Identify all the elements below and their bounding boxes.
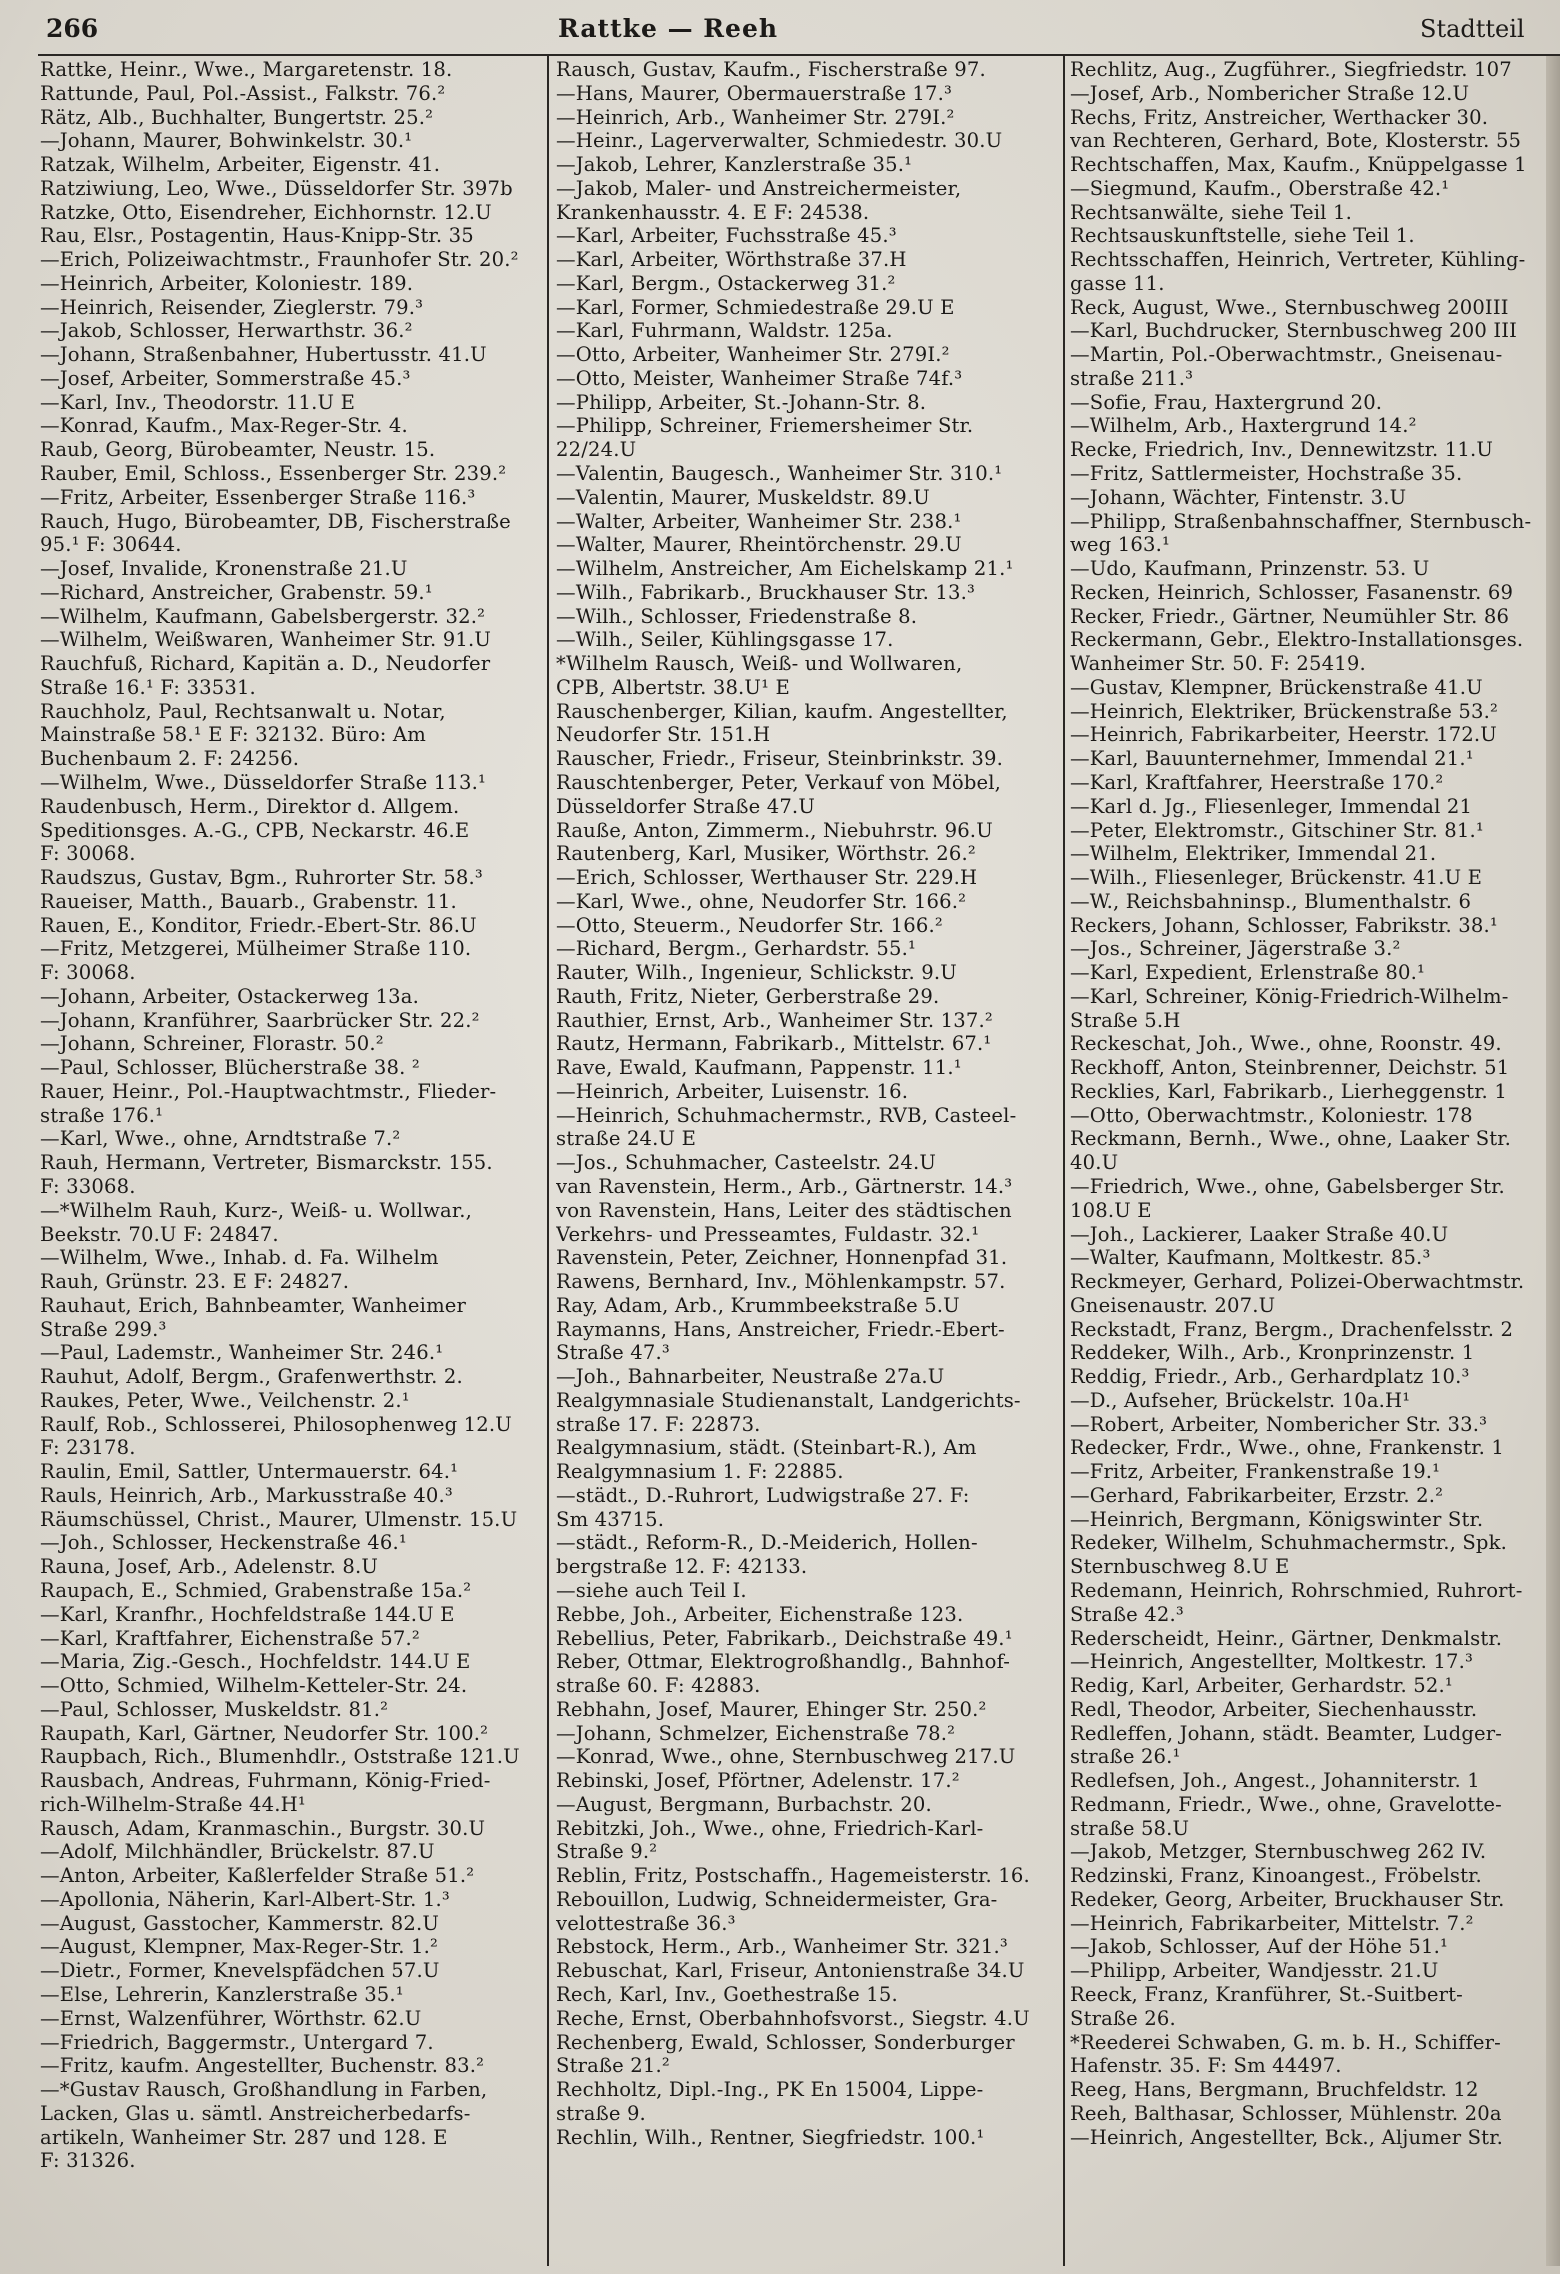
directory-entry: Ray, Adam, Arb., Krummbeekstraße 5.U bbox=[556, 1293, 960, 1317]
directory-entry: Raukes, Peter, Wwe., Veilchenstr. 2.¹ bbox=[40, 1388, 410, 1412]
directory-entry: —W., Reichsbahninsp., Blumenthalstr. 6 bbox=[1070, 889, 1472, 913]
directory-entry-continuation: weg 163.¹ bbox=[1070, 533, 1170, 557]
directory-entry: Raupath, Karl, Gärtner, Neudorfer Str. 100.² bbox=[40, 1721, 489, 1745]
directory-entry: von Ravenstein, Hans, Leiter des städtischen bbox=[556, 1198, 1012, 1222]
directory-entry-continuation: Straße 21.² bbox=[556, 2054, 670, 2078]
directory-entry: Reeck, Franz, Kranführer, St.-Suitbert- bbox=[1070, 1983, 1463, 2007]
directory-entry: —Philipp, Straßenbahnschaffner, Sternbusch- bbox=[1070, 509, 1532, 533]
directory-entry: —Wilhelm, Elektriker, Immendal 21. bbox=[1070, 842, 1437, 866]
directory-entry: Rauhut, Adolf, Bergm., Grafenwerthstr. 2. bbox=[40, 1365, 463, 1389]
directory-entry: Reckhoff, Anton, Steinbrenner, Deichstr. 51 bbox=[1070, 1056, 1510, 1080]
directory-entry-continuation: F: 30068. bbox=[40, 842, 136, 866]
directory-entry: Rauße, Anton, Zimmerm., Niebuhrstr. 96.U bbox=[556, 818, 993, 842]
directory-entry: —Sofie, Frau, Haxtergrund 20. bbox=[1070, 390, 1383, 414]
directory-entry-continuation: 40.U bbox=[1070, 1151, 1119, 1175]
directory-entry: —Heinrich, Reisender, Zieglerstr. 79.³ bbox=[40, 295, 424, 319]
directory-entry: —Karl, Bergm., Ostackerweg 31.² bbox=[556, 271, 896, 295]
directory-entry-continuation: F: 31326. bbox=[40, 2149, 136, 2173]
directory-entry: —Otto, Schmied, Wilhelm-Ketteler-Str. 24. bbox=[40, 1674, 468, 1698]
directory-entry: —Karl, Arbeiter, Wörthstraße 37.H bbox=[556, 248, 907, 272]
directory-entry: Rebellius, Peter, Fabrikarb., Deichstraße 49.¹ bbox=[556, 1626, 1013, 1650]
directory-entry: Rauch, Hugo, Bürobeamter, DB, Fischerstraße bbox=[40, 509, 511, 533]
directory-entry: Reck, August, Wwe., Sternbuschweg 200III bbox=[1070, 295, 1509, 319]
directory-entry: Rech, Karl, Inv., Goethestraße 15. bbox=[556, 1983, 898, 2007]
directory-entry: Reckmann, Bernh., Wwe., ohne, Laaker Str. bbox=[1070, 1127, 1512, 1151]
directory-entry: —Konrad, Kaufm., Max-Reger-Str. 4. bbox=[40, 414, 408, 438]
directory-entry-continuation: Straße 299.³ bbox=[40, 1317, 167, 1341]
directory-entry: Rechtsschaffen, Heinrich, Vertreter, Kühling- bbox=[1070, 248, 1526, 272]
directory-entry: Rauter, Wilh., Ingenieur, Schlickstr. 9.U bbox=[556, 961, 957, 985]
directory-entry: —Johann, Maurer, Bohwinkelstr. 30.¹ bbox=[40, 129, 413, 153]
directory-entry-continuation: Mainstraße 58.¹ E F: 32132. Büro: Am bbox=[40, 723, 426, 747]
directory-entry: —Siegmund, Kaufm., Oberstraße 42.¹ bbox=[1070, 176, 1450, 200]
directory-entry-continuation: Sternbuschweg 8.U E bbox=[1070, 1555, 1290, 1579]
directory-entry: —Heinrich, Schuhmachermstr., RVB, Casteel- bbox=[556, 1103, 1017, 1127]
directory-entry: —Wilhelm, Arb., Haxtergrund 14.² bbox=[1070, 414, 1417, 438]
directory-entry-continuation: straße 26.¹ bbox=[1070, 1745, 1181, 1769]
directory-entry: Reckstadt, Franz, Bergm., Drachenfelsstr. 2 bbox=[1070, 1317, 1514, 1341]
directory-entry-continuation: Sm 43715. bbox=[556, 1507, 665, 1531]
directory-entry: —Karl, Arbeiter, Fuchsstraße 45.³ bbox=[556, 224, 897, 248]
binding-margin bbox=[1546, 56, 1560, 2266]
directory-entry: —Apollonia, Näherin, Karl-Albert-Str. 1.³ bbox=[40, 1887, 450, 1911]
directory-entry: Redeker, Wilhelm, Schuhmachermstr., Spk. bbox=[1070, 1531, 1508, 1555]
directory-entry: —Johann, Kranführer, Saarbrücker Str. 22.² bbox=[40, 1008, 480, 1032]
directory-entry: —Johann, Arbeiter, Ostackerweg 13a. bbox=[40, 984, 420, 1008]
directory-entry: —Paul, Schlosser, Blücherstraße 38. ² bbox=[40, 1056, 420, 1080]
directory-entry: —Paul, Lademstr., Wanheimer Str. 246.¹ bbox=[40, 1341, 444, 1365]
directory-entry: Rautenberg, Karl, Musiker, Wörthstr. 26.² bbox=[556, 842, 976, 866]
directory-entry: —Johann, Schmelzer, Eichenstraße 78.² bbox=[556, 1721, 956, 1745]
directory-entry-continuation: straße 60. F: 42883. bbox=[556, 1674, 761, 1698]
directory-entry: —Gustav, Klempner, Brückenstraße 41.U bbox=[1070, 675, 1483, 699]
directory-entry-continuation: Straße 16.¹ F: 33531. bbox=[40, 675, 256, 699]
section-label: Stadtteil bbox=[1420, 15, 1525, 43]
directory-entry: Rederscheidt, Heinr., Gärtner, Denkmalstr. bbox=[1070, 1626, 1503, 1650]
directory-entry: Rauthier, Ernst, Arb., Wanheimer Str. 137.² bbox=[556, 1008, 993, 1032]
directory-entry: —Karl, Former, Schmiedestraße 29.U E bbox=[556, 295, 955, 319]
directory-entry: Rebitzki, Joh., Wwe., ohne, Friedrich-Karl- bbox=[556, 1816, 984, 1840]
directory-entry-continuation: gasse 11. bbox=[1070, 271, 1165, 295]
directory-entry: Ravenstein, Peter, Zeichner, Honnenpfad 31. bbox=[556, 1246, 1008, 1270]
directory-entry: —Friedrich, Wwe., ohne, Gabelsberger Str. bbox=[1070, 1174, 1505, 1198]
directory-entry: Rebouillon, Ludwig, Schneidermeister, Gra- bbox=[556, 1887, 998, 1911]
directory-entry: Reblin, Fritz, Postschaffn., Hagemeisterstr. 16. bbox=[556, 1864, 1030, 1888]
directory-entry-continuation: Lacken, Glas u. sämtl. Anstreicherbedarfs- bbox=[40, 2101, 471, 2125]
directory-entry: —Fritz, kaufm. Angestellter, Buchenstr. 83.² bbox=[40, 2054, 485, 2078]
directory-entry: Räumschüssel, Christ., Maurer, Ulmenstr. 15.U bbox=[40, 1507, 518, 1531]
directory-entry-continuation: Wanheimer Str. 50. F: 25419. bbox=[1070, 652, 1366, 676]
directory-entry: —Karl, Kranfhr., Hochfeldstraße 144.U E bbox=[40, 1602, 455, 1626]
directory-entry-continuation: artikeln, Wanheimer Str. 287 und 128. E bbox=[40, 2125, 448, 2149]
directory-entry: Rechlin, Wilh., Rentner, Siegfriedstr. 100.¹ bbox=[556, 2125, 985, 2149]
directory-entry: Recker, Friedr., Gärtner, Neumühler Str. 86 bbox=[1070, 604, 1510, 628]
directory-entry: Rechtsauskunftstelle, siehe Teil 1. bbox=[1070, 224, 1415, 248]
directory-entry-continuation: straße 211.³ bbox=[1070, 366, 1194, 390]
directory-entry-continuation: 22/24.U bbox=[556, 438, 637, 462]
directory-entry: —Heinrich, Angestellter, Moltkestr. 17.³ bbox=[1070, 1650, 1474, 1674]
directory-entry: —Fritz, Arbeiter, Essenberger Straße 116.³ bbox=[40, 485, 476, 509]
directory-entry: —Peter, Elektromstr., Gitschiner Str. 81.¹ bbox=[1070, 818, 1484, 842]
directory-entry: —Joh., Bahnarbeiter, Neustraße 27a.U bbox=[556, 1365, 945, 1389]
directory-entry-continuation: straße 9. bbox=[556, 2101, 646, 2125]
directory-entry: Redzinski, Franz, Kinoangest., Fröbelstr. bbox=[1070, 1864, 1482, 1888]
directory-entry: Raupach, E., Schmied, Grabenstraße 15a.² bbox=[40, 1579, 472, 1602]
directory-entry: Rauber, Emil, Schloss., Essenberger Str. 239.² bbox=[40, 462, 507, 486]
column-divider bbox=[547, 56, 549, 2266]
directory-entry: —Heinrich, Arb., Wanheimer Str. 279I.² bbox=[556, 105, 955, 129]
directory-entry: Rattunde, Paul, Pol.-Assist., Falkstr. 76.² bbox=[40, 81, 446, 105]
directory-entry: —Heinrich, Arbeiter, Luisenstr. 16. bbox=[556, 1079, 909, 1103]
directory-entry: Rebinski, Josef, Pförtner, Adelenstr. 17.² bbox=[556, 1769, 960, 1793]
directory-entry: Rausch, Gustav, Kaufm., Fischerstraße 97. bbox=[556, 58, 986, 81]
directory-entry: —Jos., Schuhmacher, Casteelstr. 24.U bbox=[556, 1151, 937, 1175]
directory-entry-continuation: F: 33068. bbox=[40, 1174, 136, 1198]
directory-entry: —Heinr., Lagerverwalter, Schmiedestr. 30.U bbox=[556, 129, 1003, 153]
header-rule bbox=[38, 54, 1560, 56]
directory-entry-continuation: Straße 42.³ bbox=[1070, 1602, 1184, 1626]
directory-entry: —Karl, Schreiner, König-Friedrich-Wilhelm- bbox=[1070, 984, 1509, 1008]
directory-entry: —Dietr., Former, Knevelspfädchen 57.U bbox=[40, 1959, 440, 1983]
directory-entry: Reche, Ernst, Oberbahnhofsvorst., Siegstr. 4.U bbox=[556, 2006, 1030, 2030]
directory-entry: —Richard, Anstreicher, Grabenstr. 59.¹ bbox=[40, 580, 433, 604]
directory-entry: —August, Klempner, Max-Reger-Str. 1.² bbox=[40, 1935, 439, 1959]
directory-entry: —Karl, Buchdrucker, Sternbuschweg 200 III bbox=[1070, 319, 1518, 343]
column-divider bbox=[1063, 56, 1065, 2266]
directory-entry-continuation: F: 30068. bbox=[40, 961, 136, 985]
directory-entry: —Heinrich, Angestellter, Bck., Aljumer Str. bbox=[1070, 2125, 1503, 2149]
directory-entry: —Wilhelm, Kaufmann, Gabelsbergerstr. 32.² bbox=[40, 604, 486, 628]
directory-entry-continuation: 108.U E bbox=[1070, 1198, 1152, 1222]
directory-entry: Recklies, Karl, Fabrikarb., Lierheggenstr. 1 bbox=[1070, 1079, 1507, 1103]
directory-entry-continuation: Buchenbaum 2. F: 24256. bbox=[40, 747, 300, 771]
directory-entry: Rauchfuß, Richard, Kapitän a. D., Neudorfer bbox=[40, 652, 491, 676]
directory-column-2 bbox=[556, 58, 1058, 2268]
directory-entry: Rebbe, Joh., Arbeiter, Eichenstraße 123. bbox=[556, 1602, 964, 1626]
directory-entry: —Josef, Arb., Nombericher Straße 12.U bbox=[1070, 81, 1470, 105]
directory-entry: Rave, Ewald, Kaufmann, Pappenstr. 11.¹ bbox=[556, 1056, 962, 1080]
directory-entry: Reeg, Hans, Bergmann, Bruchfeldstr. 12 bbox=[1070, 2078, 1479, 2102]
directory-entry: Realgymnasiale Studienanstalt, Landgerichts- bbox=[556, 1388, 1021, 1412]
directory-entry-continuation: Rauh, Grünstr. 23. E F: 24827. bbox=[40, 1270, 350, 1294]
directory-entry: —Philipp, Schreiner, Friemersheimer Str. bbox=[556, 414, 974, 438]
directory-entry: Redecker, Frdr., Wwe., ohne, Frankenstr. 1 bbox=[1070, 1436, 1504, 1460]
directory-entry: —Karl, Wwe., ohne, Arndtstraße 7.² bbox=[40, 1127, 401, 1151]
directory-entry: Rau, Elsr., Postagentin, Haus-Knipp-Str. 35 bbox=[40, 224, 474, 248]
directory-entry: —Joh., Schlosser, Heckenstraße 46.¹ bbox=[40, 1531, 407, 1555]
directory-entry: Reckeschat, Joh., Wwe., ohne, Roonstr. 49. bbox=[1070, 1032, 1502, 1056]
directory-entry: —Otto, Arbeiter, Wanheimer Str. 279I.² bbox=[556, 343, 950, 367]
directory-entry: —Walter, Kaufmann, Moltkestr. 85.³ bbox=[1070, 1246, 1431, 1270]
directory-entry-continuation: CPB, Albertstr. 38.U¹ E bbox=[556, 675, 790, 699]
directory-entry: Rausch, Adam, Kranmaschin., Burgstr. 30.U bbox=[40, 1816, 486, 1840]
directory-entry: —Karl, Inv., Theodorstr. 11.U E bbox=[40, 390, 356, 414]
directory-entry: —Walter, Maurer, Rheintörchenstr. 29.U bbox=[556, 533, 962, 557]
directory-entry-continuation: Straße 26. bbox=[1070, 2006, 1176, 2030]
directory-entry: —städt., D.-Ruhrort, Ludwigstraße 27. F: bbox=[556, 1483, 970, 1507]
directory-entry: —Valentin, Baugesch., Wanheimer Str. 310.¹ bbox=[556, 462, 1003, 486]
directory-entry: Ratzak, Wilhelm, Arbeiter, Eigenstr. 41. bbox=[40, 153, 441, 177]
directory-entry: Redig, Karl, Arbeiter, Gerhardstr. 52.¹ bbox=[1070, 1674, 1453, 1698]
directory-entry: Raulin, Emil, Sattler, Untermauerstr. 64.¹ bbox=[40, 1460, 459, 1484]
directory-entry: Rebuschat, Karl, Friseur, Antonienstraße 34.U bbox=[556, 1959, 1025, 1983]
directory-entry: —Friedrich, Baggermstr., Untergard 7. bbox=[40, 2030, 434, 2054]
directory-entry: —Adolf, Milchhändler, Brückelstr. 87.U bbox=[40, 1840, 435, 1864]
directory-entry-continuation: Straße 47.³ bbox=[556, 1341, 670, 1365]
directory-entry: —Fritz, Metzgerei, Mülheimer Straße 110. bbox=[40, 937, 472, 961]
directory-entry: —Karl, Bauunternehmer, Immendal 21.¹ bbox=[1070, 747, 1474, 771]
directory-entry: Rauschtenberger, Peter, Verkauf von Möbel, bbox=[556, 770, 1002, 794]
directory-entry: —Jos., Schreiner, Jägerstraße 3.² bbox=[1070, 937, 1401, 961]
directory-entry: —Philipp, Arbeiter, St.-Johann-Str. 8. bbox=[556, 390, 927, 414]
directory-entry-continuation: straße 24.U E bbox=[556, 1127, 697, 1151]
directory-entry: Rauen, E., Konditor, Friedr.-Ebert-Str. 86.U bbox=[40, 913, 477, 937]
directory-entry: —Wilh., Fabrikarb., Bruckhauser Str. 13.³ bbox=[556, 580, 976, 604]
directory-entry: —Johann, Straßenbahner, Hubertusstr. 41.U bbox=[40, 343, 487, 367]
directory-entry: —Joh., Lackierer, Laaker Straße 40.U bbox=[1070, 1222, 1449, 1246]
directory-entry-continuation: F: 23178. bbox=[40, 1436, 136, 1460]
directory-entry: Rauer, Heinr., Pol.-Hauptwachtmstr., Flieder- bbox=[40, 1079, 497, 1103]
directory-entry: —Josef, Arbeiter, Sommerstraße 45.³ bbox=[40, 366, 411, 390]
directory-entry: Rebhahn, Josef, Maurer, Ehinger Str. 250.² bbox=[556, 1697, 987, 1721]
directory-entry: Ratzke, Otto, Eisendreher, Eichhornstr. 12.U bbox=[40, 200, 492, 224]
directory-entry: Redemann, Heinrich, Rohrschmied, Ruhrort- bbox=[1070, 1579, 1523, 1602]
directory-entry: —Anton, Arbeiter, Kaßlerfelder Straße 51.² bbox=[40, 1864, 475, 1888]
directory-entry: Rauschenberger, Kilian, kaufm. Angestellter, bbox=[556, 699, 1008, 723]
directory-entry: Rebstock, Herm., Arb., Wanheimer Str. 321.³ bbox=[556, 1935, 1008, 1959]
directory-entry: —Karl, Fuhrmann, Waldstr. 125a. bbox=[556, 319, 893, 343]
directory-entry: —Heinrich, Fabrikarbeiter, Mittelstr. 7.² bbox=[1070, 1911, 1474, 1935]
directory-entry: —Karl, Kraftfahrer, Eichenstraße 57.² bbox=[40, 1626, 420, 1650]
directory-entry-continuation: straße 176.¹ bbox=[40, 1103, 164, 1127]
directory-entry: —Jakob, Maler- und Anstreichermeister, bbox=[556, 176, 962, 200]
directory-column-1 bbox=[40, 58, 542, 2268]
directory-entry: —Erich, Schlosser, Werthauser Str. 229.H bbox=[556, 866, 978, 890]
directory-entry: Raueiser, Matth., Bauarb., Grabenstr. 11. bbox=[40, 889, 457, 913]
directory-entry-continuation: rich-Wilhelm-Straße 44.H¹ bbox=[40, 1792, 306, 1816]
directory-entry: —Johann, Schreiner, Florastr. 50.² bbox=[40, 1032, 384, 1056]
directory-entry: —Fritz, Sattlermeister, Hochstraße 35. bbox=[1070, 462, 1463, 486]
directory-entry: —Wilhelm, Weißwaren, Wanheimer Str. 91.U bbox=[40, 628, 492, 652]
directory-entry: —Erich, Polizeiwachtmstr., Fraunhofer Str. 20.² bbox=[40, 248, 519, 272]
directory-entry: —Heinrich, Elektriker, Brückenstraße 53.² bbox=[1070, 699, 1499, 723]
directory-entry: Recke, Friedrich, Inv., Dennewitzstr. 11.U bbox=[1070, 438, 1494, 462]
directory-entry-continuation: Speditionsges. A.-G., CPB, Neckarstr. 46.E bbox=[40, 818, 470, 842]
directory-entry: —August, Bergmann, Burbachstr. 20. bbox=[556, 1792, 932, 1816]
directory-entry-continuation: straße 58.U bbox=[1070, 1816, 1190, 1840]
directory-entry: *Reederei Schwaben, G. m. b. H., Schiffer- bbox=[1070, 2030, 1501, 2054]
directory-entry: Rauchholz, Paul, Rechtsanwalt u. Notar, bbox=[40, 699, 446, 723]
directory-entry: —Karl, Wwe., ohne, Neudorfer Str. 166.² bbox=[556, 889, 967, 913]
directory-entry: Raudenbusch, Herm., Direktor d. Allgem. bbox=[40, 794, 460, 818]
directory-entry: Reckermann, Gebr., Elektro-Installationsges. bbox=[1070, 628, 1524, 652]
directory-entry: —Udo, Kaufmann, Prinzenstr. 53. U bbox=[1070, 557, 1430, 581]
directory-entry: Rautz, Hermann, Fabrikarb., Mittelstr. 67.¹ bbox=[556, 1032, 992, 1056]
directory-entry-continuation: Hafenstr. 35. F: Sm 44497. bbox=[1070, 2054, 1342, 2078]
directory-entry: —Heinrich, Bergmann, Königswinter Str. bbox=[1070, 1507, 1484, 1531]
directory-entry: —Ernst, Walzenführer, Wörthstr. 62.U bbox=[40, 2006, 422, 2030]
directory-entry-continuation: Realgymnasium 1. F: 22885. bbox=[556, 1460, 844, 1484]
directory-entry: Reckmeyer, Gerhard, Polizei-Oberwachtmstr. bbox=[1070, 1270, 1525, 1294]
directory-entry: —Jakob, Schlosser, Herwarthstr. 36.² bbox=[40, 319, 413, 343]
directory-column-3 bbox=[1070, 58, 1560, 2268]
directory-entry: —Richard, Bergm., Gerhardstr. 55.¹ bbox=[556, 937, 916, 961]
directory-entry: —Hans, Maurer, Obermauerstraße 17.³ bbox=[556, 81, 953, 105]
directory-entry: Rätz, Alb., Buchhalter, Bungertstr. 25.² bbox=[40, 105, 434, 129]
directory-entry-continuation: Straße 5.H bbox=[1070, 1008, 1181, 1032]
directory-entry: Rechs, Fritz, Anstreicher, Werthacker 30. bbox=[1070, 105, 1489, 129]
directory-entry: Redleffen, Johann, städt. Beamter, Ludger- bbox=[1070, 1721, 1503, 1745]
directory-entry: Rawens, Bernhard, Inv., Möhlenkampstr. 57. bbox=[556, 1270, 1006, 1294]
directory-entry: —Karl, Expedient, Erlenstraße 80.¹ bbox=[1070, 961, 1426, 985]
directory-entry-continuation: Neudorfer Str. 151.H bbox=[556, 723, 771, 747]
directory-entry: —Martin, Pol.-Oberwachtmstr., Gneisenau- bbox=[1070, 343, 1503, 367]
directory-entry-continuation: Düsseldorfer Straße 47.U bbox=[556, 794, 815, 818]
page-title: Rattke — Reeh bbox=[558, 14, 779, 43]
directory-entry: —Wilhelm, Anstreicher, Am Eichelskamp 21.¹ bbox=[556, 557, 1014, 581]
directory-entry: Rauls, Heinrich, Arb., Markusstraße 40.³ bbox=[40, 1483, 453, 1507]
directory-entry: —Robert, Arbeiter, Nombericher Str. 33.³ bbox=[1070, 1412, 1488, 1436]
directory-entry: Reber, Ottmar, Elektrogroßhandlg., Bahnhof- bbox=[556, 1650, 1011, 1674]
page-number: 266 bbox=[46, 14, 99, 43]
directory-entry: —Wilhelm, Wwe., Düsseldorfer Straße 113.¹ bbox=[40, 770, 486, 794]
directory-entry: —Wilh., Fliesenleger, Brückenstr. 41.U E bbox=[1070, 866, 1483, 890]
directory-entry: Rauna, Josef, Arb., Adelenstr. 8.U bbox=[40, 1555, 378, 1579]
directory-entry: Redl, Theodor, Arbeiter, Siechenhausstr. bbox=[1070, 1697, 1478, 1721]
directory-entry: —Konrad, Wwe., ohne, Sternbuschweg 217.U bbox=[556, 1745, 1016, 1769]
directory-entry: Rechtsanwälte, siehe Teil 1. bbox=[1070, 200, 1352, 224]
directory-entry: *Wilhelm Rausch, Weiß- und Wollwaren, bbox=[556, 652, 963, 676]
directory-entry: —*Wilhelm Rauh, Kurz-, Weiß- u. Wollwar., bbox=[40, 1198, 473, 1222]
directory-entry: —Otto, Oberwachtmstr., Koloniestr. 178 bbox=[1070, 1103, 1473, 1127]
directory-entry: Recken, Heinrich, Schlosser, Fasanenstr. 69 bbox=[1070, 580, 1514, 604]
directory-entry: Rechholtz, Dipl.-Ing., PK En 15004, Lippe- bbox=[556, 2078, 984, 2102]
directory-entry: —Jakob, Schlosser, Auf der Höhe 51.¹ bbox=[1070, 1935, 1448, 1959]
directory-entry: —Heinrich, Arbeiter, Koloniestr. 189. bbox=[40, 271, 414, 295]
directory-entry-continuation: Verkehrs- und Presseamtes, Fuldastr. 32.¹ bbox=[556, 1222, 980, 1246]
directory-entry: —August, Gasstocher, Kammerstr. 82.U bbox=[40, 1911, 439, 1935]
directory-entry: —Josef, Invalide, Kronenstraße 21.U bbox=[40, 557, 408, 581]
directory-entry: Rechenberg, Ewald, Schlosser, Sonderburger bbox=[556, 2030, 1015, 2054]
directory-entry: —siehe auch Teil I. bbox=[556, 1579, 747, 1602]
directory-entry: —*Gustav Rausch, Großhandlung in Farben, bbox=[40, 2078, 488, 2102]
directory-entry: —Philipp, Arbeiter, Wandjesstr. 21.U bbox=[1070, 1959, 1439, 1983]
directory-entry: —Otto, Steuerm., Neudorfer Str. 166.² bbox=[556, 913, 943, 937]
directory-entry: Redlefsen, Joh., Angest., Johanniterstr. 1 bbox=[1070, 1769, 1480, 1793]
directory-entry: van Rechteren, Gerhard, Bote, Klosterstr. 55 bbox=[1070, 129, 1522, 153]
directory-entry: Rechtschaffen, Max, Kaufm., Knüppelgasse 1 bbox=[1070, 153, 1527, 177]
directory-entry: —Wilh., Seiler, Kühlingsgasse 17. bbox=[556, 628, 894, 652]
directory-entry: Rauscher, Friedr., Friseur, Steinbrinkstr. 39. bbox=[556, 747, 1003, 771]
directory-entry: —Wilh., Schlosser, Friedenstraße 8. bbox=[556, 604, 918, 628]
directory-entry-continuation: Beekstr. 70.U F: 24847. bbox=[40, 1222, 279, 1246]
directory-entry: —Karl d. Jg., Fliesenleger, Immendal 21 bbox=[1070, 794, 1473, 818]
directory-entry: Raub, Georg, Bürobeamter, Neustr. 15. bbox=[40, 438, 436, 462]
directory-entry: Rauh, Hermann, Vertreter, Bismarckstr. 155. bbox=[40, 1151, 493, 1175]
directory-entry: —Paul, Schlosser, Muskeldstr. 81.² bbox=[40, 1697, 389, 1721]
directory-entry: Redeker, Georg, Arbeiter, Bruckhauser Str. bbox=[1070, 1887, 1505, 1911]
directory-entry-continuation: Krankenhausstr. 4. E F: 24538. bbox=[556, 200, 870, 224]
directory-entry-continuation: Gneisenaustr. 207.U bbox=[1070, 1293, 1276, 1317]
directory-entry: Rausbach, Andreas, Fuhrmann, König-Fried- bbox=[40, 1769, 491, 1793]
directory-entry-continuation: Straße 9.² bbox=[556, 1840, 658, 1864]
directory-entry: —Fritz, Arbeiter, Frankenstraße 19.¹ bbox=[1070, 1460, 1441, 1484]
directory-entry: —städt., Reform-R., D.-Meiderich, Hollen- bbox=[556, 1531, 978, 1555]
directory-entry: —Johann, Wächter, Fintenstr. 3.U bbox=[1070, 485, 1407, 509]
directory-entry: Reddeker, Wilh., Arb., Kronprinzenstr. 1 bbox=[1070, 1341, 1475, 1365]
directory-entry: Raymanns, Hans, Anstreicher, Friedr.-Ebert- bbox=[556, 1317, 1005, 1341]
directory-entry: Realgymnasium, städt. (Steinbart-R.), Am bbox=[556, 1436, 977, 1460]
directory-entry: Rattke, Heinr., Wwe., Margaretenstr. 18. bbox=[40, 58, 453, 81]
directory-entry: Raudszus, Gustav, Bgm., Ruhrorter Str. 58.³ bbox=[40, 866, 483, 890]
directory-entry-continuation: straße 17. F: 22873. bbox=[556, 1412, 761, 1436]
directory-entry: —Karl, Kraftfahrer, Heerstraße 170.² bbox=[1070, 770, 1444, 794]
directory-entry: —Gerhard, Fabrikarbeiter, Erzstr. 2.² bbox=[1070, 1483, 1444, 1507]
directory-entry: —Else, Lehrerin, Kanzlerstraße 35.¹ bbox=[40, 1983, 404, 2007]
directory-entry: Raulf, Rob., Schlosserei, Philosophenweg 12.U bbox=[40, 1412, 512, 1436]
directory-entry-continuation: bergstraße 12. F: 42133. bbox=[556, 1555, 808, 1579]
directory-entry: —Otto, Meister, Wanheimer Straße 74f.³ bbox=[556, 366, 963, 390]
directory-entry: Redmann, Friedr., Wwe., ohne, Gravelotte- bbox=[1070, 1792, 1502, 1816]
directory-entry: Raupbach, Rich., Blumenhdlr., Oststraße 121.U bbox=[40, 1745, 520, 1769]
directory-entry: —Jakob, Metzger, Sternbuschweg 262 IV. bbox=[1070, 1840, 1487, 1864]
directory-entry: —Maria, Zig.-Gesch., Hochfeldstr. 144.U E bbox=[40, 1650, 471, 1674]
directory-entry: —Wilhelm, Wwe., Inhab. d. Fa. Wilhelm bbox=[40, 1246, 439, 1270]
directory-entry: Reeh, Balthasar, Schlosser, Mühlenstr. 20a bbox=[1070, 2101, 1502, 2125]
directory-entry: Rauhaut, Erich, Bahnbeamter, Wanheimer bbox=[40, 1293, 467, 1317]
directory-entry: Rechlitz, Aug., Zugführer., Siegfriedstr. 107 bbox=[1070, 58, 1512, 81]
directory-entry: —D., Aufseher, Brückelstr. 10a.H¹ bbox=[1070, 1388, 1411, 1412]
directory-entry: Reckers, Johann, Schlosser, Fabrikstr. 38.¹ bbox=[1070, 913, 1498, 937]
directory-entry: Rauth, Fritz, Nieter, Gerberstraße 29. bbox=[556, 984, 940, 1008]
directory-entry: Ratziwiung, Leo, Wwe., Düsseldorfer Str. 397b bbox=[40, 176, 513, 200]
directory-entry: van Ravenstein, Herm., Arb., Gärtnerstr. 14.³ bbox=[556, 1174, 1013, 1198]
directory-entry: —Valentin, Maurer, Muskeldstr. 89.U bbox=[556, 485, 930, 509]
directory-entry: —Jakob, Lehrer, Kanzlerstraße 35.¹ bbox=[556, 153, 913, 177]
directory-entry: —Walter, Arbeiter, Wanheimer Str. 238.¹ bbox=[556, 509, 962, 533]
directory-entry-continuation: velottestraße 36.³ bbox=[556, 1911, 736, 1935]
directory-entry: —Heinrich, Fabrikarbeiter, Heerstr. 172.U bbox=[1070, 723, 1497, 747]
directory-entry: Reddig, Friedr., Arb., Gerhardplatz 10.³ bbox=[1070, 1365, 1470, 1389]
directory-entry-continuation: 95.¹ F: 30644. bbox=[40, 533, 182, 557]
